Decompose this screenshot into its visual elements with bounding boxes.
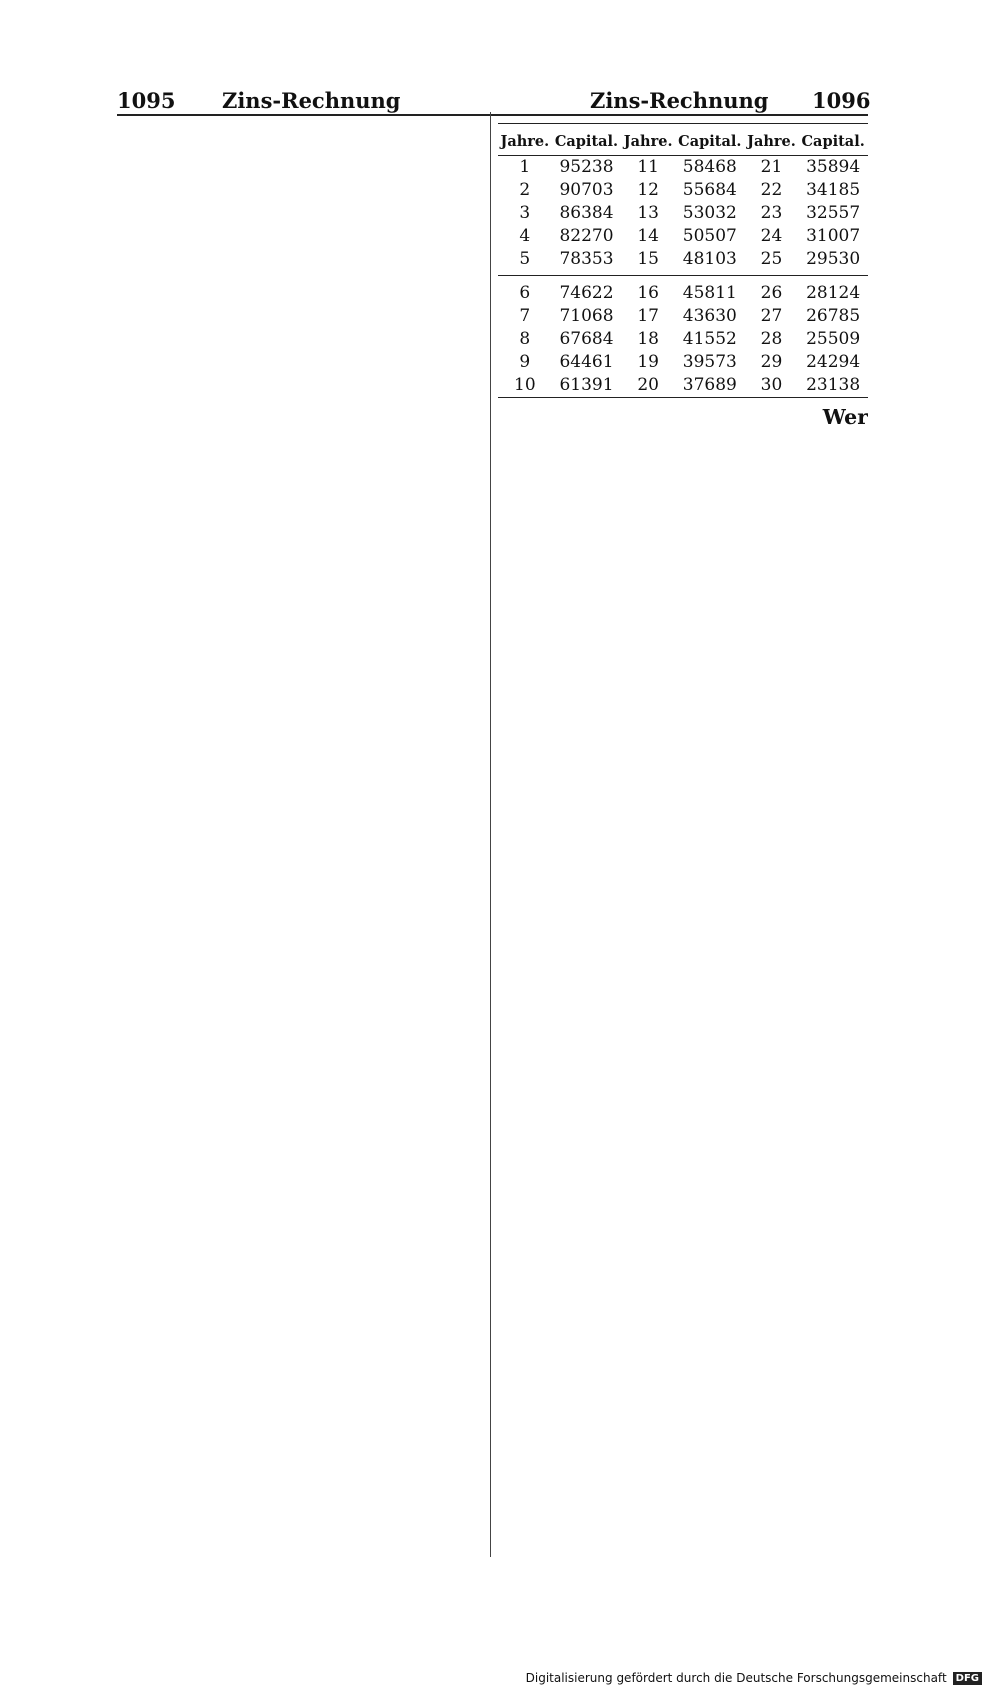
column-divider: [490, 112, 491, 1557]
table-header-cell: Capital.: [798, 124, 868, 156]
table-cell: 74622: [559, 283, 614, 303]
table-cell: 11: [637, 157, 659, 177]
table-cell: 34185: [806, 180, 861, 200]
table-cell: 82270: [559, 226, 614, 246]
table-row: [498, 156, 868, 180]
table-cell: 13: [637, 203, 659, 223]
table-cell: 26785: [806, 306, 861, 326]
table-cell: 30: [760, 375, 783, 395]
table-row: [498, 248, 868, 276]
table-cell: 25: [745, 248, 799, 276]
table-cell: 43630: [682, 306, 737, 326]
table-cell: 53032: [682, 203, 737, 223]
table-cell: 12: [637, 180, 659, 200]
table-row: [498, 276, 868, 306]
table-cell: 14: [637, 226, 659, 246]
table-cell: 27: [760, 306, 783, 326]
table-cell: 39573: [682, 352, 737, 372]
table-body: [498, 156, 868, 398]
table-header-cell: Jahre.: [621, 124, 675, 156]
table-cell: 7: [519, 306, 531, 326]
table-cell: 95238: [559, 157, 614, 177]
table-cell: 21: [760, 157, 783, 177]
table-header-row: [498, 124, 868, 156]
table-cell: 4: [519, 226, 531, 246]
table-cell: 67684: [559, 329, 614, 349]
catchword: Wer: [822, 405, 868, 429]
table-cell: 26: [760, 283, 783, 303]
table-cell: 25509: [806, 329, 861, 349]
table-cell: 24294: [806, 352, 861, 372]
table-cell: 3: [519, 203, 531, 223]
table-cell: 2: [519, 180, 531, 200]
table-cell: 48103: [675, 248, 745, 276]
right-column: [498, 123, 868, 432]
footer: [526, 1671, 982, 1685]
dfg-logo: DFG: [953, 1672, 982, 1685]
table-cell: 90703: [559, 180, 614, 200]
page-number-right: 1096: [812, 88, 871, 113]
page-number-left: 1095: [117, 88, 176, 113]
table-header-cell: Capital.: [675, 124, 745, 156]
table-cell: 24: [760, 226, 783, 246]
table-cell: 8: [519, 329, 531, 349]
table-header-cell: Jahre.: [498, 124, 552, 156]
table-cell: 41552: [682, 329, 737, 349]
table-cell: 58468: [682, 157, 737, 177]
table-row: [498, 225, 868, 248]
table-cell: 20: [637, 375, 659, 395]
table-cell: 78353: [552, 248, 622, 276]
table-cell: 5: [498, 248, 552, 276]
table-cell: 15: [621, 248, 675, 276]
table-cell: 23: [760, 203, 783, 223]
table-cell: 35894: [806, 157, 861, 177]
header-rule: [117, 114, 868, 116]
running-title-left: Zins-Rechnung: [222, 88, 401, 113]
table-cell: 10: [514, 375, 536, 395]
table-header-cell: Capital.: [552, 124, 622, 156]
table-cell: 61391: [559, 375, 614, 395]
table-cell: 29530: [798, 248, 868, 276]
table-cell: 29: [760, 352, 783, 372]
table-row: [498, 328, 868, 351]
table-cell: 18: [637, 329, 659, 349]
table-cell: 71068: [559, 306, 614, 326]
table-cell: 86384: [559, 203, 614, 223]
table-cell: 31007: [806, 226, 861, 246]
interest-table: [498, 123, 868, 398]
table-cell: 6: [519, 283, 531, 303]
table-cell: 22: [760, 180, 783, 200]
running-title-right: Zins-Rechnung: [590, 88, 769, 113]
table-row: [498, 351, 868, 374]
table-cell: 32557: [806, 203, 861, 223]
table-row: [498, 179, 868, 202]
table-cell: 23138: [806, 375, 861, 395]
table-cell: 19: [637, 352, 659, 372]
table-cell: 37689: [682, 375, 737, 395]
table-row: [498, 305, 868, 328]
table-cell: 28124: [806, 283, 861, 303]
table-row: [498, 374, 868, 398]
table-cell: 9: [519, 352, 531, 372]
table-cell: 1: [519, 157, 531, 177]
table-cell: 16: [637, 283, 659, 303]
table-cell: 64461: [559, 352, 614, 372]
table-cell: 28: [760, 329, 783, 349]
table-cell: 55684: [682, 180, 737, 200]
table-row: [498, 202, 868, 225]
footer-credit: Digitalisierung gefördert durch die Deutsche Forschungsgemeinschaft: [525, 1671, 947, 1685]
table-cell: 45811: [682, 283, 737, 303]
table-cell: 50507: [682, 226, 737, 246]
table-cell: 17: [637, 306, 659, 326]
table-header-cell: Jahre.: [745, 124, 799, 156]
